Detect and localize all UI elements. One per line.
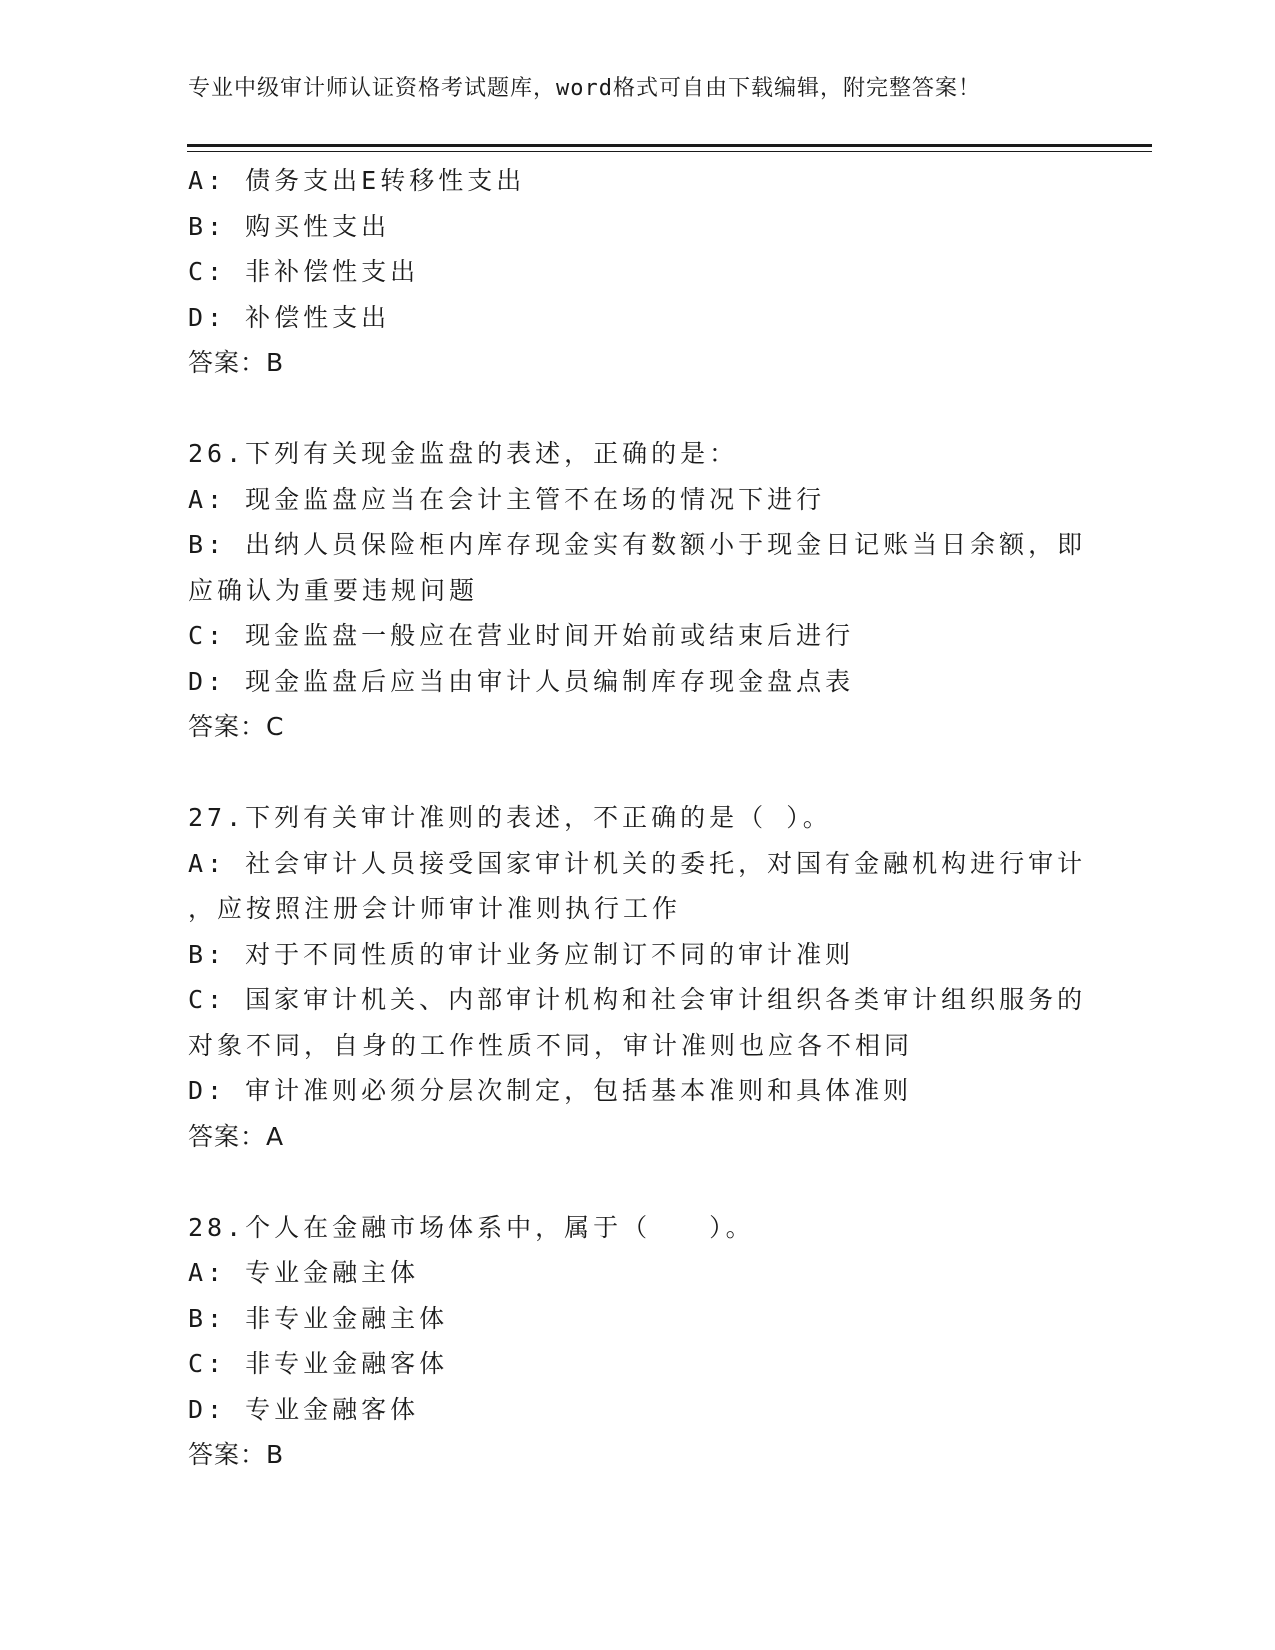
option-d: D: 审计准则必须分层次制定，包括基本准则和具体准则 [188,1076,913,1105]
option-c: C: 非补偿性支出 [188,257,420,286]
option-c: C: 国家审计机关、内部审计机构和社会审计组织各类审计组织服务的 [188,985,1087,1014]
question-list [188,158,1088,1478]
option-c: C: 非专业金融客体 [188,1349,449,1378]
option-b: B: 出纳人员保险柜内库存现金实有数额小于现金日记账当日余额，即 [188,530,1087,559]
option-a: A: 债务支出E转移性支出 [188,166,526,195]
option-d: D: 专业金融客体 [188,1394,420,1424]
header-rule-thick [187,144,1152,147]
option-c-continued: 对象不同，自身的工作性质不同，审计准则也应各不相同 [188,1030,914,1060]
page-header: 专业中级审计师认证资格考试题库，word格式可自由下载编辑，附完整答案！ [188,76,981,101]
spacer [188,1159,1088,1205]
question-block [188,431,1088,750]
answer-line: 答案：B [188,348,285,377]
answer-line: 答案：A [188,1121,285,1151]
header-rule-thin [187,151,1152,152]
question-block [188,158,1088,386]
question-stem: 27.下列有关审计准则的表述，不正确的是（ ）。 [188,803,832,832]
question-block [188,1205,1088,1478]
option-a: A: 现金监盘应当在会计主管不在场的情况下进行 [188,484,826,514]
spacer [188,750,1088,796]
question-stem: 26.下列有关现金监盘的表述，正确的是： [188,439,739,468]
option-a-continued: ，应按照注册会计师审计准则执行工作 [188,894,682,923]
option-d: D: 现金监盘后应当由审计人员编制库存现金盘点表 [188,666,855,696]
option-c: C: 现金监盘一般应在营业时间开始前或结束后进行 [188,621,855,650]
option-b: B: 购买性支出 [188,211,391,241]
option-a: A: 社会审计人员接受国家审计机关的委托，对国有金融机构进行审计 [188,848,1087,878]
option-b: B: 非专业金融主体 [188,1303,449,1333]
answer-line: 答案：B [188,1440,285,1469]
option-a: A: 专业金融主体 [188,1258,420,1287]
option-b: B: 对于不同性质的审计业务应制订不同的审计准则 [188,939,855,969]
option-b-continued: 应确认为重要违规问题 [188,575,479,605]
answer-line: 答案：C [188,712,285,741]
question-block [188,795,1088,1159]
question-stem: 28.个人在金融市场体系中，属于（ ）。 [188,1212,755,1242]
spacer [188,386,1088,432]
option-d: D: 补偿性支出 [188,302,391,332]
